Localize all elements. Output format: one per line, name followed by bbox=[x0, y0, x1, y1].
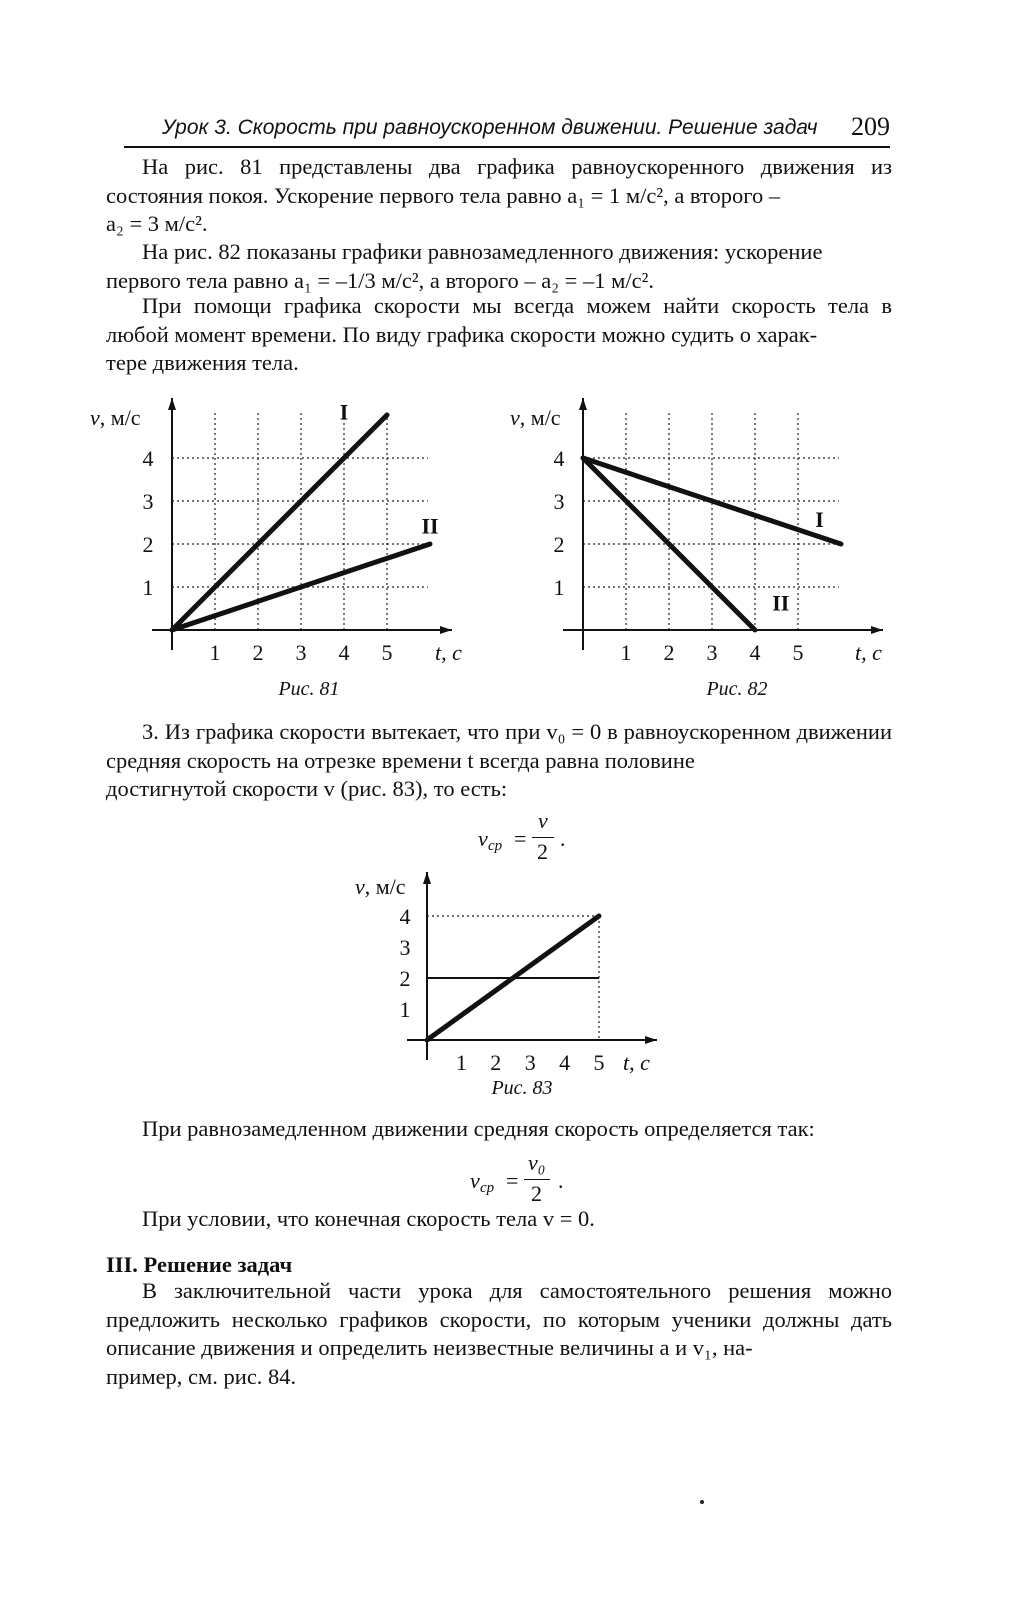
paragraph-5 bbox=[106, 1115, 892, 1144]
y-tick-label: 4 bbox=[553, 446, 565, 471]
y-axis-arrow bbox=[168, 398, 176, 410]
figure-82-chart bbox=[500, 395, 920, 705]
paragraph-3-last-line: тере движения тела. bbox=[106, 350, 299, 375]
x-tick-label: 2 bbox=[252, 640, 264, 665]
x-tick-label: 4 bbox=[559, 1050, 571, 1075]
page-number: 209 bbox=[851, 112, 890, 141]
formula-decelerated-average: v ср = v₀ 2 . bbox=[470, 1150, 564, 1206]
paragraph-6 bbox=[106, 1205, 892, 1234]
x-tick-label: 1 bbox=[455, 1050, 467, 1075]
figure-82 bbox=[500, 395, 920, 710]
x-tick-label: 5 bbox=[381, 640, 393, 665]
formula-1-subscript: ср bbox=[488, 838, 503, 854]
x-axis-arrow bbox=[645, 1036, 657, 1044]
y-tick-label: 1 bbox=[142, 575, 154, 600]
paragraph-4-text: 3. Из графика скорости вытекает, что при v₀ = 0 в равноускоренном движении средняя скорость на отрезке времени t всегда равна половине bbox=[106, 719, 892, 773]
x-tick-label: 3 bbox=[706, 640, 718, 665]
figure-83 bbox=[355, 868, 695, 1113]
paragraph-1 bbox=[106, 153, 892, 239]
paragraph-7-last-line: пример, см. рис. 84. bbox=[106, 1363, 297, 1389]
paragraph-7-text: В заключительной части урока для самостоятельного решения можно предложить несколько графиков скорости, по которым ученики должны дать описание движения и определить неизвестные величины a и v₁, на- bbox=[106, 1278, 892, 1360]
x-tick-label: 3 bbox=[295, 640, 307, 665]
y-tick-label: 4 bbox=[142, 446, 154, 471]
x-axis-label: t, c bbox=[855, 640, 882, 665]
y-axis-label: v, м/с bbox=[90, 405, 141, 430]
figure-81 bbox=[90, 395, 510, 710]
y-tick-label: 3 bbox=[399, 935, 411, 960]
paragraph-6-text: При условии, что конечная скорость тела v = 0. bbox=[142, 1206, 595, 1231]
print-speck bbox=[700, 1500, 704, 1504]
y-axis-arrow bbox=[423, 872, 431, 884]
series-line-I bbox=[172, 415, 387, 630]
x-axis-label: t, c bbox=[623, 1050, 650, 1075]
x-tick-label: 2 bbox=[663, 640, 675, 665]
chapter-title: Урок 3. Скорость при равноускоренном движении. Решение задач bbox=[162, 116, 818, 139]
section-heading: III. Решение задач bbox=[106, 1252, 293, 1277]
figure-caption: Рис. 82 bbox=[706, 678, 768, 700]
formula-1-denominator: 2 bbox=[537, 839, 548, 864]
y-tick-label: 2 bbox=[399, 966, 411, 991]
x-tick-label: 4 bbox=[338, 640, 350, 665]
series-label-II: II bbox=[772, 590, 790, 616]
paragraph-4 bbox=[106, 718, 892, 804]
x-tick-label: 1 bbox=[209, 640, 221, 665]
x-axis-arrow bbox=[871, 626, 883, 634]
x-axis-label: t, c bbox=[435, 640, 462, 665]
paragraph-5-text: При равнозамедленном движении средняя скорость определяется так: bbox=[142, 1116, 815, 1141]
paragraph-4-last-line: достигнутой скорости v (рис. 83), то есть: bbox=[106, 776, 508, 801]
formula-2-denominator: 2 bbox=[531, 1181, 542, 1206]
formula-2-v: v bbox=[470, 1168, 480, 1193]
series-label-II: II bbox=[421, 513, 439, 539]
formula-average-velocity: v ср = v 2 . bbox=[478, 808, 566, 864]
y-tick-label: 1 bbox=[399, 997, 411, 1022]
x-tick-label: 1 bbox=[620, 640, 632, 665]
formula-1-numerator: v bbox=[538, 808, 548, 833]
y-axis-arrow bbox=[579, 398, 587, 410]
formula-1-v: v bbox=[478, 826, 488, 851]
y-axis-label: v, м/с bbox=[510, 405, 561, 430]
running-header bbox=[124, 112, 890, 148]
y-tick-label: 2 bbox=[142, 532, 154, 557]
paragraph-2 bbox=[106, 238, 892, 295]
series-line-II bbox=[172, 544, 430, 630]
y-tick-label: 4 bbox=[399, 904, 411, 929]
formula-2-numerator: v₀ bbox=[528, 1150, 546, 1175]
paragraph-2-last-line: первого тела равно a₁ = –1/3 м/с², а второго – a₂ = –1 м/с². bbox=[106, 267, 654, 293]
x-tick-label: 5 bbox=[593, 1050, 605, 1075]
y-tick-label: 1 bbox=[553, 575, 565, 600]
paragraph-2-text: На рис. 82 показаны графики равнозамедленного движения: ускорение bbox=[142, 239, 823, 264]
paragraph-1-last-line: a₂ = 3 м/с². bbox=[106, 211, 208, 236]
figure-caption: Рис. 81 bbox=[278, 678, 340, 700]
series-label-I: I bbox=[339, 399, 349, 425]
y-tick-label: 2 bbox=[553, 532, 565, 557]
figure-81-chart bbox=[90, 395, 510, 705]
series-line-I bbox=[583, 458, 841, 544]
paragraph-3-text: При помощи графика скорости мы всегда можем найти скорость тела в любой момент времени. По виду графика скорости можно судить о харак- bbox=[106, 293, 892, 347]
y-tick-label: 3 bbox=[142, 489, 154, 514]
y-axis-label: v, м/с bbox=[355, 874, 406, 899]
paragraph-7 bbox=[106, 1277, 892, 1391]
paragraph-3 bbox=[106, 292, 892, 378]
figure-83-chart bbox=[355, 868, 695, 1108]
series-label-I: I bbox=[815, 506, 824, 532]
figure-caption: Рис. 83 bbox=[491, 1077, 553, 1099]
x-tick-label: 3 bbox=[524, 1050, 536, 1075]
paragraph-1-text: На рис. 81 представлены два графика равноускоренного движения из состояния покоя. Ускорение первого тела равно a₁ = 1 м/с², а второго – bbox=[106, 154, 892, 208]
x-tick-label: 2 bbox=[490, 1050, 502, 1075]
x-axis-arrow bbox=[440, 626, 452, 634]
x-tick-label: 4 bbox=[749, 640, 761, 665]
x-tick-label: 5 bbox=[792, 640, 804, 665]
formula-2-subscript: ср bbox=[480, 1180, 495, 1196]
y-tick-label: 3 bbox=[553, 489, 565, 514]
